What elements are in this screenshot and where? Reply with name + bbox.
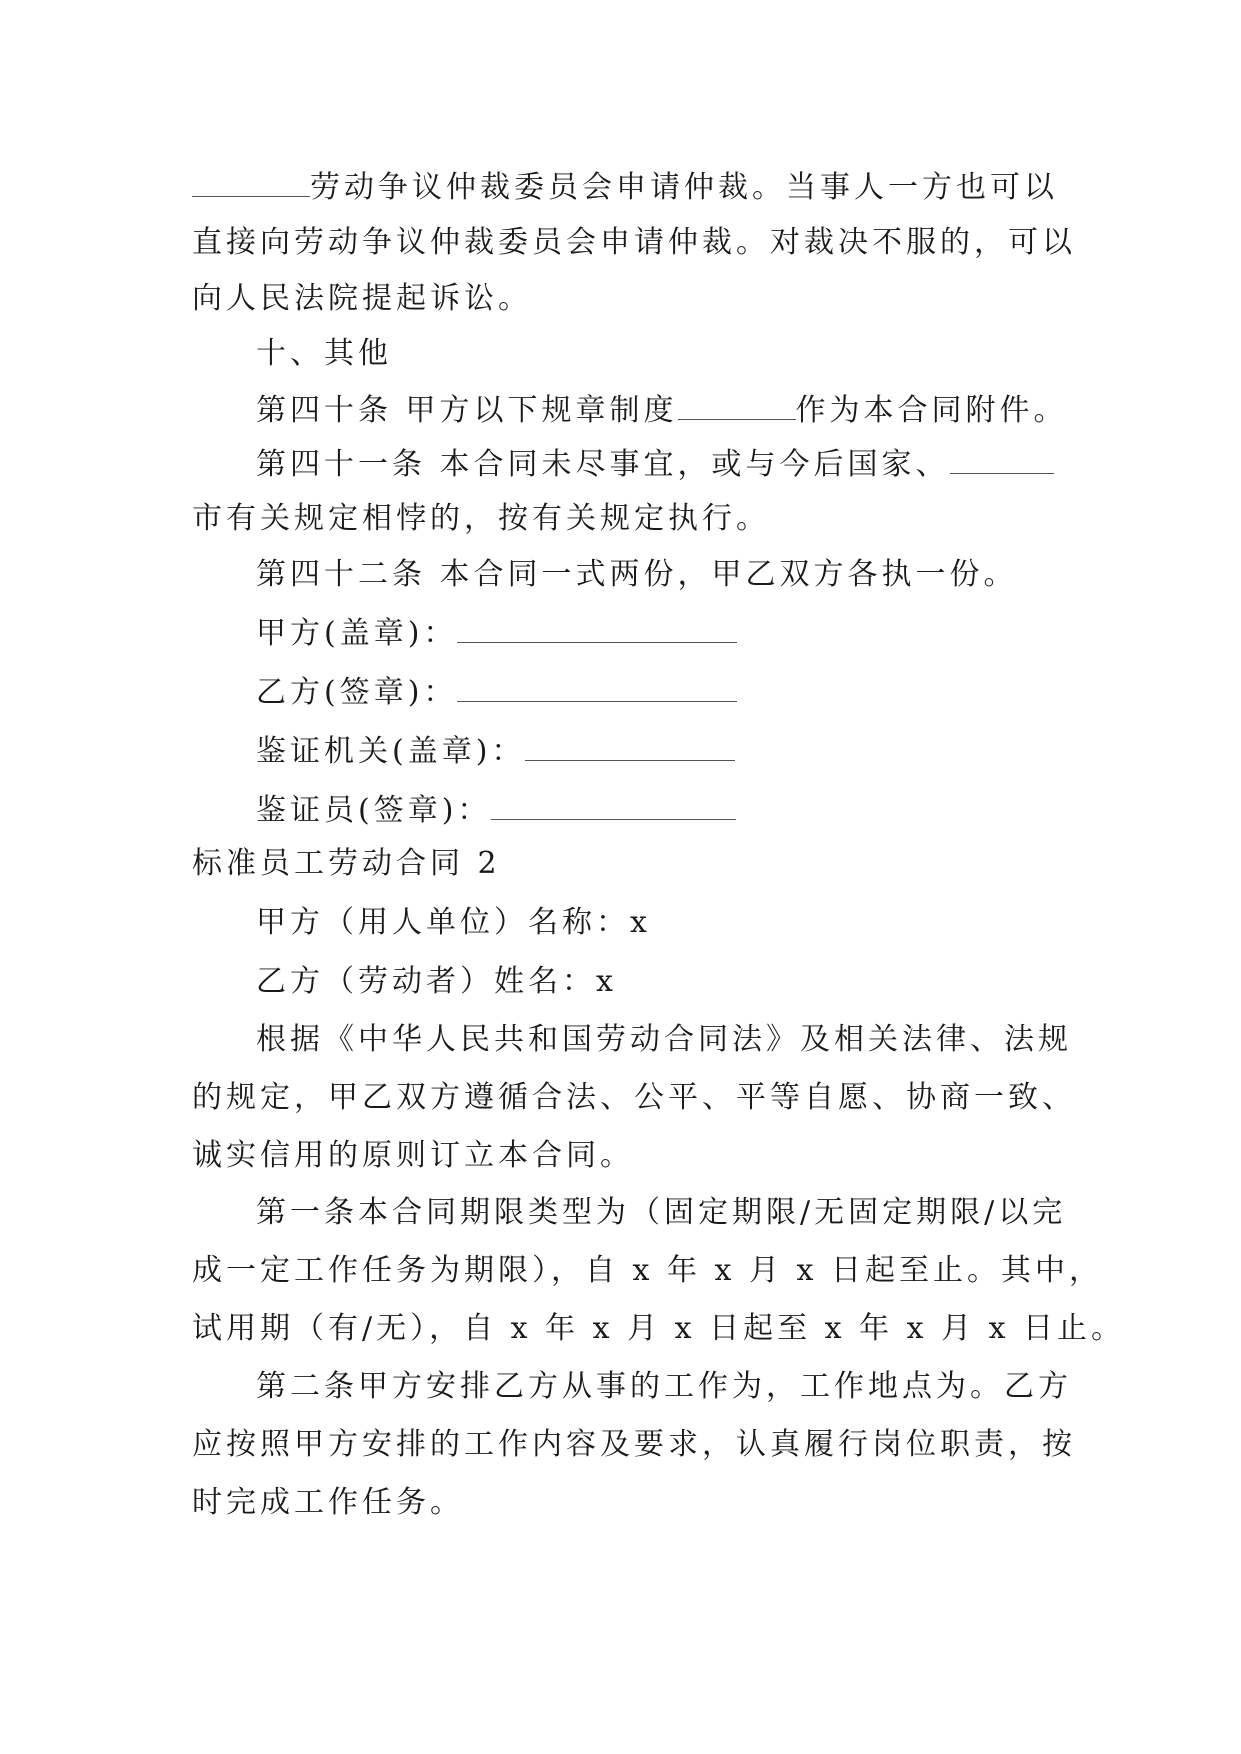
label: 甲方(盖章)： xyxy=(256,616,458,651)
label: 鉴证员(签章)： xyxy=(256,793,492,828)
text: 第四十一条 本合同未尽事宜，或与今后国家、 xyxy=(256,447,950,482)
fill-in-blank xyxy=(950,443,1054,474)
paragraph-line: 应按照甲方安排的工作内容及要求，认真履行岗位职责，按 xyxy=(192,1427,1076,1462)
signature-blank xyxy=(525,730,735,761)
label: 乙方(签章)： xyxy=(256,675,458,710)
paragraph-line: 向人民法院提起诉讼。 xyxy=(192,281,532,316)
paragraph-line: 第二条甲方安排乙方从事的工作为，工作地点为。乙方 xyxy=(256,1369,1072,1404)
signature-blank xyxy=(457,612,737,643)
section-title: 十、其他 xyxy=(256,336,392,371)
fill-in-blank xyxy=(678,389,796,420)
paragraph-line: 第一条本合同期限类型为（固定期限/无固定期限/以完 xyxy=(256,1195,1067,1230)
signature-party-a xyxy=(256,612,737,652)
article-41 xyxy=(256,443,1054,483)
signature-blank xyxy=(457,671,737,702)
paragraph-line xyxy=(192,166,1058,206)
paragraph-line: 诚实信用的原则订立本合同。 xyxy=(192,1138,634,1173)
paragraph-line: 成一定工作任务为期限），自 x 年 x 月 x 日起至止。其中， xyxy=(192,1253,1103,1288)
text: 作为本合同附件。 xyxy=(795,393,1068,428)
paragraph-line: 时完成工作任务。 xyxy=(192,1485,464,1520)
article-42: 第四十二条 本合同一式两份，甲乙双方各执一份。 xyxy=(256,557,1018,592)
signature-blank xyxy=(491,789,736,820)
paragraph-line: 市有关规定相悖的，按有关规定执行。 xyxy=(192,501,770,536)
paragraph-line: 试用期（有/无），自 x 年 x 月 x 日起至 x 年 x 月 x 日止。 xyxy=(192,1311,1126,1346)
paragraph-line: 根据《中华人民共和国劳动合同法》及相关法律、法规 xyxy=(256,1022,1072,1057)
signature-party-b xyxy=(256,671,737,711)
label: 鉴证机关(盖章)： xyxy=(256,734,526,769)
employee-name: 乙方（劳动者）姓名：x xyxy=(256,964,617,999)
employer-name: 甲方（用人单位）名称：x xyxy=(256,905,651,940)
paragraph-line: 直接向劳动争议仲裁委员会申请仲裁。对裁决不服的，可以 xyxy=(192,225,1076,260)
signature-authority xyxy=(256,730,735,770)
text: 劳动争议仲裁委员会申请仲裁。当事人一方也可以 xyxy=(310,170,1058,205)
article-40 xyxy=(256,389,1068,429)
signature-notary xyxy=(256,789,736,829)
text: 第四十条 甲方以下规章制度 xyxy=(256,393,678,428)
paragraph-line: 的规定，甲乙双方遵循合法、公平、平等自愿、协商一致、 xyxy=(192,1080,1076,1115)
fill-in-blank xyxy=(192,166,310,197)
contract-title: 标准员工劳动合同 2 xyxy=(192,846,501,881)
